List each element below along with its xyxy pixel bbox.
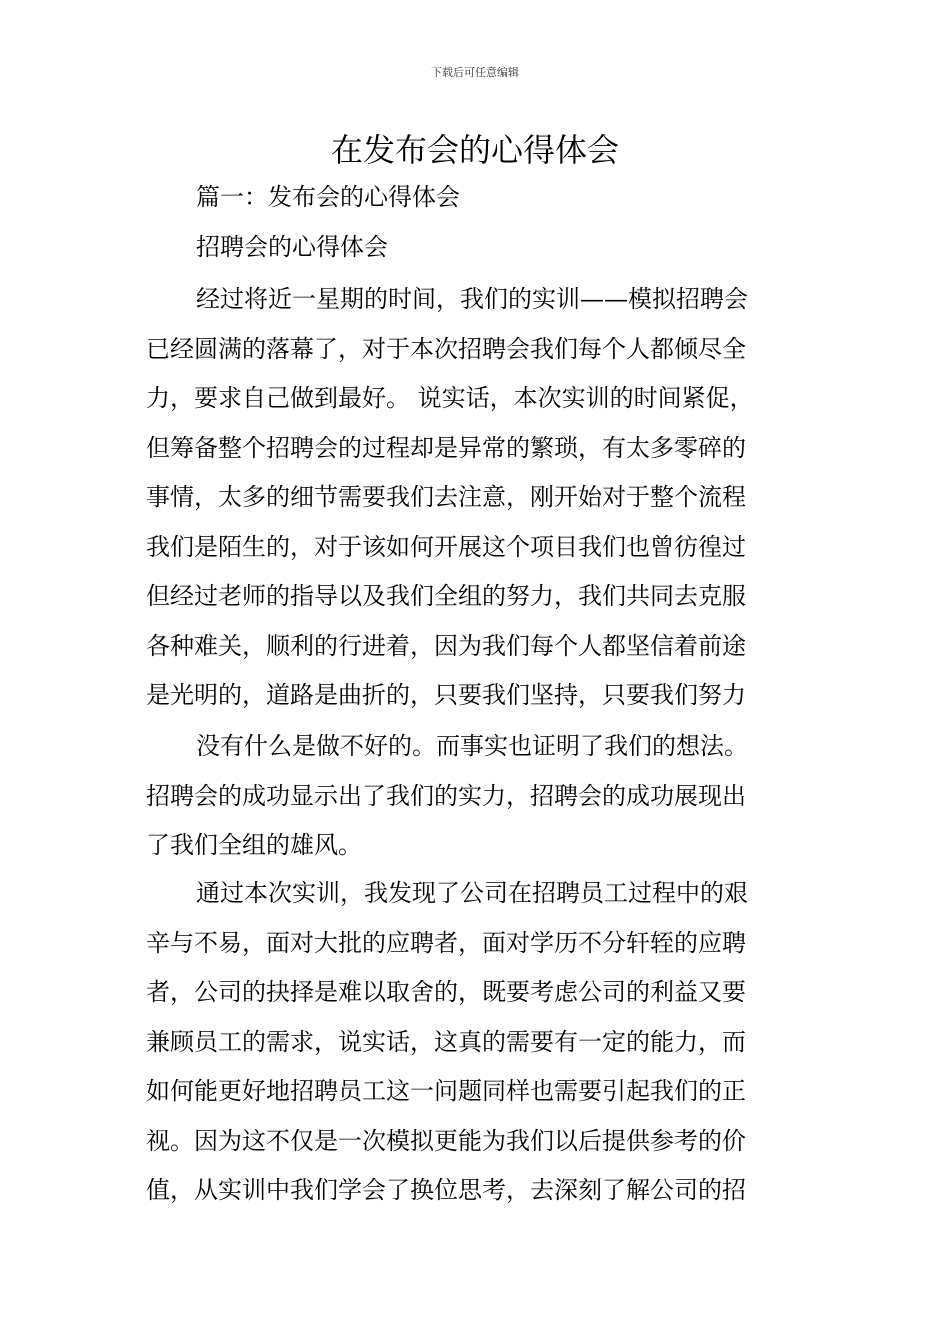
paragraph-line: 没有什么是做不好的。而事实也证明了我们的想法。 [196,732,748,760]
paragraph-line: 各种难关，顺利的行进着，因为我们每个人都坚信着前途 [146,631,746,660]
paragraph-line: 视。因为这不仅是一次模拟更能为我们以后提供参考的价 [146,1126,746,1155]
paragraph-line: 者，公司的抉择是难以取舍的，既要考虑公司的利益又要 [146,978,746,1006]
header-note: 下载后可任意编辑 [431,66,519,79]
paragraph-2 [146,722,808,871]
paragraph-line: 值，从实训中我们学会了换位思考，去深刻了解公司的招 [146,1176,746,1204]
paragraph-1 [146,275,808,721]
paragraph-line: 是光明的，道路是曲折的，只要我们坚持，只要我们努力 [146,681,746,709]
paragraph-line: 招聘会的成功显示出了我们的实力，招聘会的成功展现出 [146,781,746,810]
section-heading-2: 招聘会的心得体会 [196,233,388,261]
paragraph-line: 通过本次实训，我发现了公司在招聘员工过程中的艰 [196,879,748,907]
paragraph-line: 事情，太多的细节需要我们去注意，刚开始对于整个流程 [146,483,746,511]
paragraph-line: 力，要求自己做到最好。 说实话，本次实训的时间紧促， [146,384,754,412]
section-heading-1: 篇一：发布会的心得体会 [196,183,460,211]
paragraph-line: 经过将近一星期的时间，我们的实训——模拟招聘会 [196,285,748,313]
paragraph-line: 但筹备整个招聘会的过程却是异常的繁琐，有太多零碎的 [146,433,746,462]
paragraph-line: 如何能更好地招聘员工这一问题同样也需要引起我们的正 [146,1077,746,1105]
paragraph-line: 已经圆满的落幕了，对于本次招聘会我们每个人都倾尽全 [146,334,746,363]
document-title: 在发布会的心得体会 [330,131,619,169]
paragraph-line: 但经过老师的指导以及我们全组的努力，我们共同去克服 [146,582,746,610]
paragraph-line: 兼顾员工的需求，说实话，这真的需要有一定的能力，而 [146,1027,746,1056]
paragraph-line: 辛与不易，面对大批的应聘者，面对学历不分轩轾的应聘 [146,928,746,957]
paragraph-line: 了我们全组的雄风。 [146,831,362,859]
paragraph-line: 我们是陌生的，对于该如何开展这个项目我们也曾彷徨过 [146,532,746,561]
paragraph-3 [146,869,808,1216]
